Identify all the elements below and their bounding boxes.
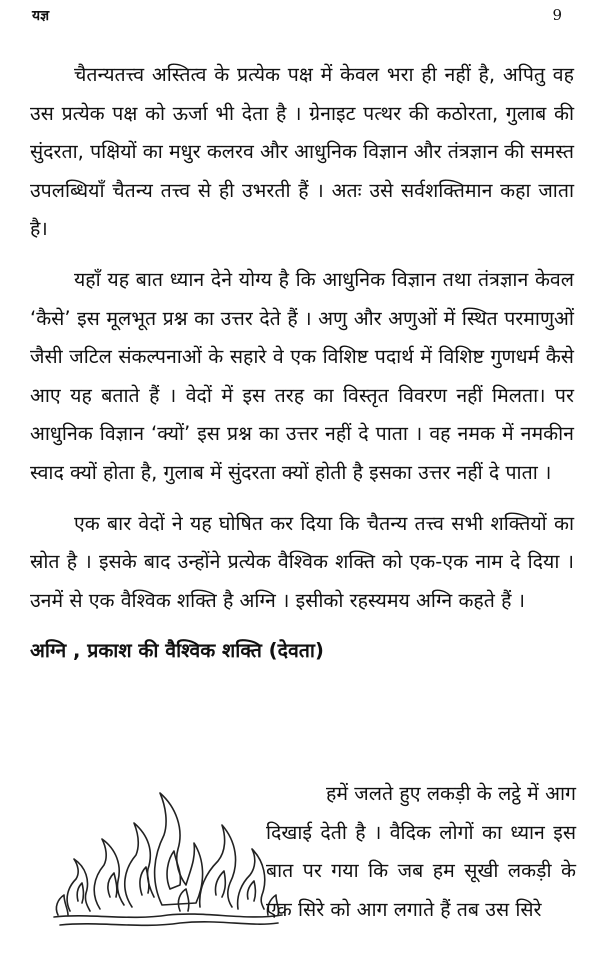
page-number: 9 [552,6,562,24]
running-title: यज्ञ [32,8,50,24]
fire-flames-icon [50,785,285,935]
side-paragraph [266,775,576,929]
side-paragraph-text: हमें जलते हुए लकड़ी के लट्ठे में आग दिखाई देती है । वैदिक लोगों का ध्यान इस बात पर गया कि जब हम सूखी लकड़ी के एक सिरे को आग लगाते हैं तब उस सिरे [266,782,576,921]
figure-row [30,775,574,965]
paragraph-2: यहाँ यह बात ध्यान देने योग्य है कि आधुनिक विज्ञान तथा तंत्रज्ञान केवल ‘कैसे’ इस मूलभूत प्रश्न का उत्तर देते हैं । अणु और अणुओं में स्थित परमाणुओं जैसी जटिल संकल्पनाओं के सहारे वे एक विशिष्ट पदार्थ में विशिष्ट गुणधर्म कैसे आए यह बताते हैं । वेदों में इस तरह का विस्तृत विवरण नहीं मिलता। पर आधुनिक विज्ञान ‘क्यों’ इस प्रश्न का उत्तर नहीं दे पाता । वह नमक में नमकीन स्वाद क्यों होता है, गुलाब में सुंदरता क्यों होती है इसका उत्तर नहीं दे पाता । [30,267,574,484]
paragraph-1: चैतन्यतत्त्व अस्तित्व के प्रत्येक पक्ष में केवल भरा ही नहीं है, अपितु वह उस प्रत्येक पक्ष को ऊर्जा भी देता है । ग्रेनाइट पत्थर की कठोरता, गुलाब की सुंदरता, पक्षियों का मधुर कलरव और आधुनिक विज्ञान और तंत्रज्ञान की समस्त उपलब्धियाँ चैतन्य तत्त्व से ही उभरती हैं । अतः उसे सर्वशक्तिमान कहा जाता है। [30,63,574,241]
paragraph-3: एक बार वेदों ने यह घोषित कर दिया कि चैतन्य तत्त्व सभी शक्तियों का स्रोत है । इसके बाद उन्होंने प्रत्येक वैश्विक शक्ति को एक-एक नाम दे दिया । उनमें से एक वैश्विक शक्ति है अग्नि । इसीको रहस्यमय अग्नि कहते हैं । [30,511,574,612]
main-text [30,56,574,670]
section-heading: अग्नि , प्रकाश की वैश्विक शक्ति (देवता) [30,639,324,663]
